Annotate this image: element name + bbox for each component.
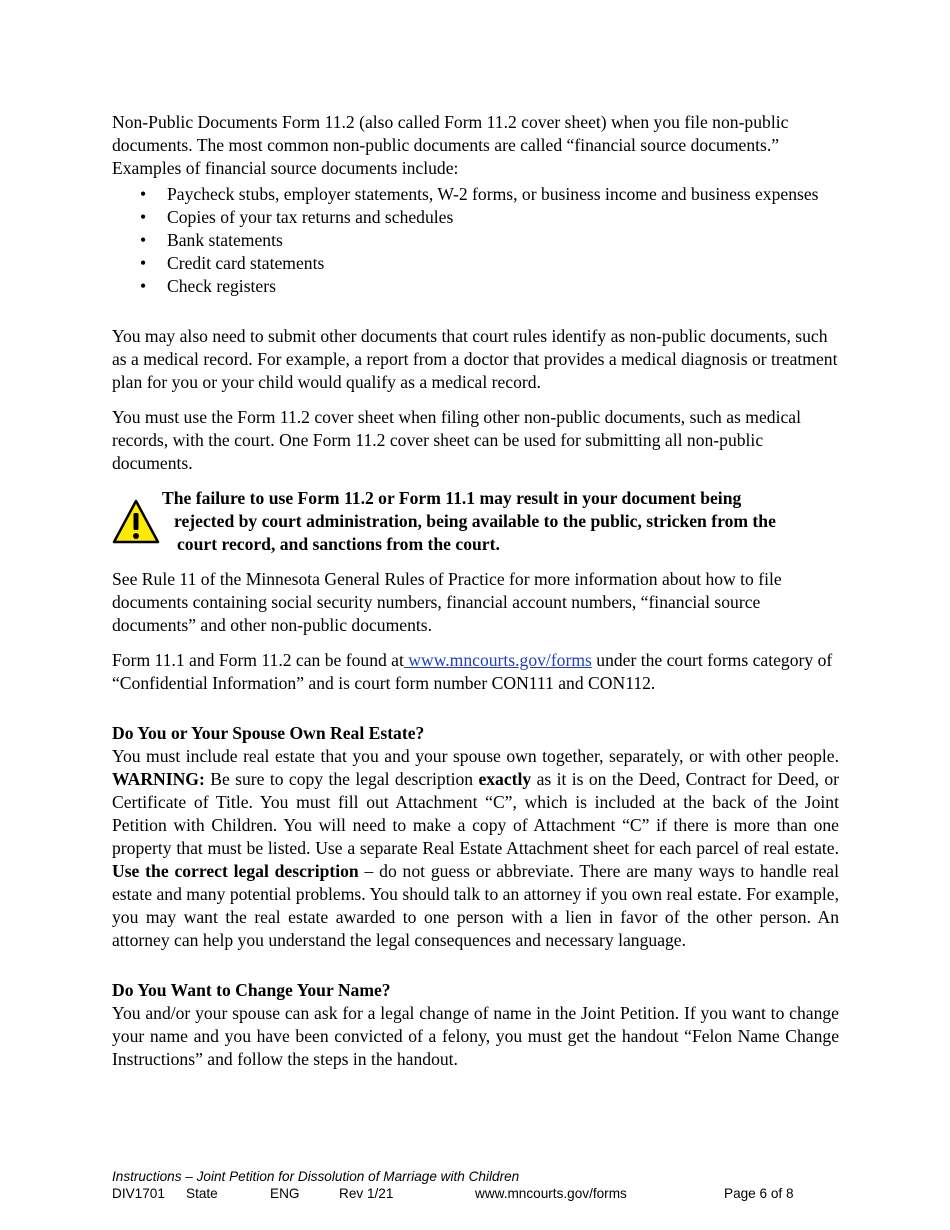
bullet-icon: • — [140, 230, 147, 250]
cover-sheet-paragraph: You must use the Form 11.2 cover sheet when filing other non-public documents, such as medical records, with the court. One Form 11.2 cover sheet can be used for submitting all non-public documents. — [112, 407, 801, 473]
footer-url: www.mncourts.gov/forms — [475, 1186, 627, 1201]
warning-callout — [112, 487, 839, 556]
name-change-heading: Do You Want to Change Your Name? — [112, 980, 391, 1000]
mncourts-forms-link[interactable]: www.mncourts.gov/forms — [403, 650, 592, 670]
forms-location-paragraph: Form 11.1 and Form 11.2 can be found at www.mncourts.gov/forms under the court forms category of “Confidential Information” and is court form number CON111 and CON112. — [112, 650, 833, 693]
list-item: • Credit card statements — [140, 253, 325, 273]
bullet-icon: • — [140, 184, 147, 204]
list-item: • Paycheck stubs, employer statements, W-2 forms, or business income and business expenses — [140, 184, 819, 204]
financial-documents-list — [112, 183, 839, 298]
warning-text: The failure to use Form 11.2 or Form 11.1 may result in your document being rejected by court administration, being available to the public, stricken from the court record, and sanctions from the court. — [162, 488, 776, 554]
medical-record-paragraph: You may also need to submit other documents that court rules identify as non-public documents, such as a medical record. For example, a report from a doctor that provides a medical diagnosis or treatment plan for you or your child would qualify as a medical record. — [112, 326, 838, 392]
bullet-icon: • — [140, 276, 147, 296]
bullet-icon: • — [140, 253, 147, 273]
page-footer — [112, 1168, 839, 1202]
footer-language: ENG — [270, 1186, 300, 1201]
list-item: • Check registers — [140, 276, 276, 296]
footer-meta — [112, 1185, 839, 1202]
real-estate-paragraph: You must include real estate that you and your spouse own together, separately, or with other people. WARNING: Be sure to copy the legal description exactly as it is on the Deed, Contract for Deed, or Certificate of Title. You must fill out Attachment “C”, which is included at the back of the Joint Petition with Children. You will need to make a copy of Attachment “C” if there is more than one property that must be listed. Use a separate Real Estate Attachment sheet for each parcel of real estate. Use the correct legal description – do not guess or abbreviate. There are many ways to handle real estate and many potential problems. You should talk to an attorney if you own real estate. For example, you may want the real estate awarded to one person with a lien in favor of the other person. An attorney can help you understand the legal consequences and necessary language. — [112, 746, 840, 950]
name-change-paragraph: You and/or your spouse can ask for a legal change of name in the Joint Petition. If you want to change your name and you have been convicted of a felony, you must get the handout “Felon Name Change Instructions” and follow the steps in the handout. — [112, 1003, 839, 1069]
footer-form-number: DIV1701 — [112, 1186, 165, 1201]
bullet-icon: • — [140, 207, 147, 227]
footer-page-number: Page 6 of 8 — [724, 1186, 794, 1201]
footer-title: Instructions – Joint Petition for Dissolution of Marriage with Children — [112, 1169, 520, 1184]
list-item: • Copies of your tax returns and schedules — [140, 207, 454, 227]
warning-triangle-icon — [112, 498, 160, 546]
footer-revision: Rev 1/21 — [339, 1186, 394, 1201]
list-item: • Bank statements — [140, 230, 283, 250]
real-estate-heading: Do You or Your Spouse Own Real Estate? — [112, 723, 425, 743]
footer-scope: State — [186, 1186, 218, 1201]
rule-11-paragraph: See Rule 11 of the Minnesota General Rules of Practice for more information about how to file documents containing social security numbers, financial account numbers, “financial source documents” and other non-public documents. — [112, 569, 782, 635]
document-body — [112, 111, 839, 1071]
intro-paragraph: Non-Public Documents Form 11.2 (also called Form 11.2 cover sheet) when you file non-public documents. The most common non-public documents are called “financial source documents.” Examples of financial source documents include: — [112, 112, 789, 178]
